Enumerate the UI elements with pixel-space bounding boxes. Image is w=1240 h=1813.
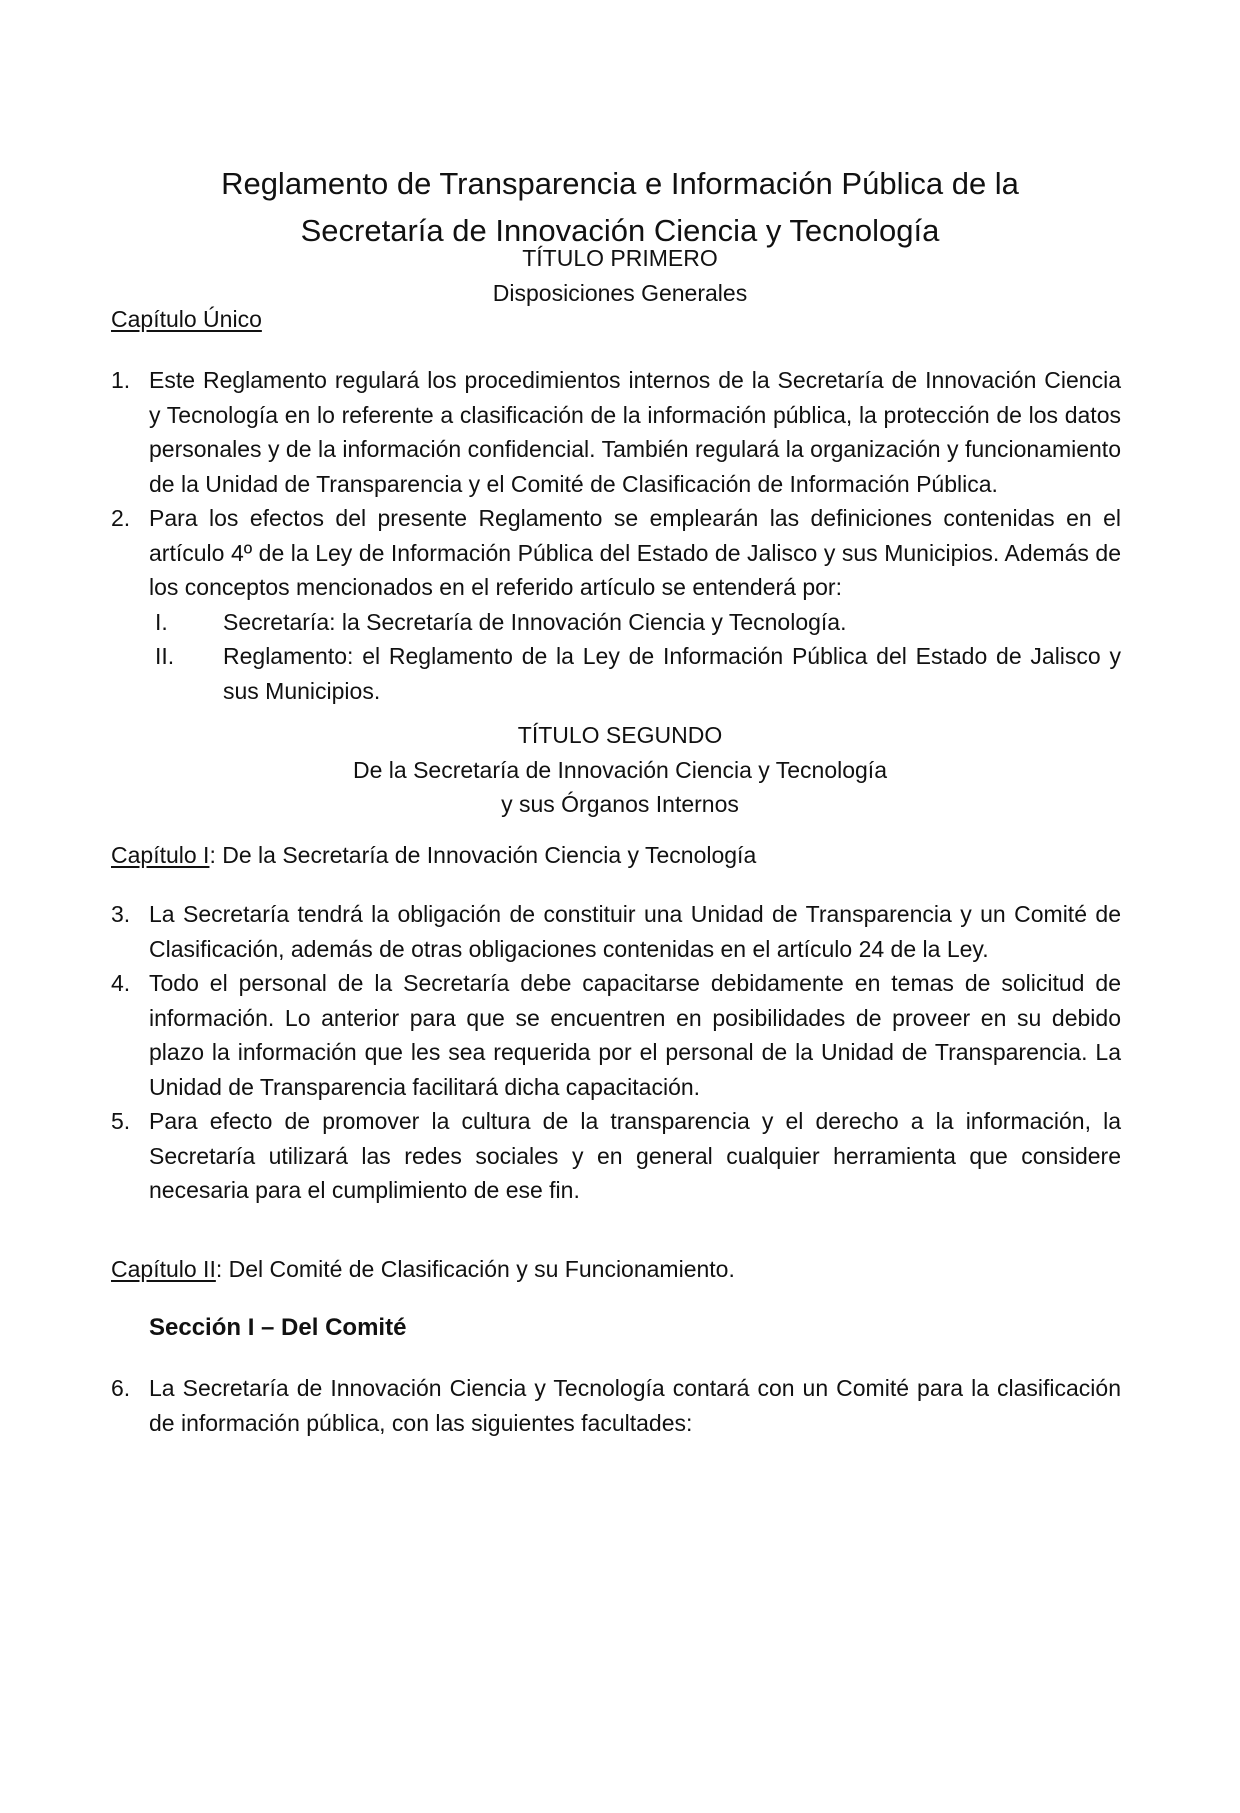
article-list-a	[111, 363, 1121, 708]
capitulo-i-title: : De la Secretaría de Innovación Ciencia y Tecnología	[209, 842, 757, 868]
article-number: 2.	[111, 505, 131, 531]
article-text: Para los efectos del presente Reglamento se emplearán las definiciones contenidas en el artículo 4º de la Ley de Información Pública del Estado de Jalisco y sus Municipios. Además de los conceptos mencionados en el referido artículo se entenderá por:	[149, 505, 1121, 600]
definition-number: II.	[155, 643, 175, 669]
article-number: 3.	[111, 901, 131, 927]
article-text: La Secretaría tendrá la obligación de constituir una Unidad de Transparencia y un Comité de Clasificación, además de otras obligaciones contenidas en el artículo 24 de la Ley.	[149, 901, 1121, 962]
article-text: Este Reglamento regulará los procedimientos internos de la Secretaría de Innovación Ciencia y Tecnología en lo referente a clasificación de la información pública, la protección de los datos personales y de la información confidencial. También regulará la organización y funcionamiento de la Unidad de Transparencia y el Comité de Clasificación de Información Pública.	[149, 367, 1121, 497]
capitulo-ii-title: : Del Comité de Clasificación y su Funcionamiento.	[215, 1256, 735, 1282]
titulo-primero-subheading: Disposiciones Generales	[492, 279, 748, 306]
capitulo-ii-label: Capítulo II	[111, 1256, 216, 1282]
titulo-segundo-heading: TÍTULO SEGUNDO	[517, 722, 723, 748]
article-5	[111, 1104, 1121, 1208]
capitulo-i-heading	[111, 838, 756, 873]
definition-text: Reglamento: el Reglamento de la Ley de Información Pública del Estado de Jalisco y sus Municipios.	[223, 643, 1121, 704]
article-text: La Secretaría de Innovación Ciencia y Tecnología contará con un Comité para la clasificación de información pública, con las siguientes facultades:	[149, 1375, 1121, 1436]
title-line-1: Reglamento de Transparencia e Información Pública de la	[221, 166, 1019, 201]
definition-text: Secretaría: la Secretaría de Innovación Ciencia y Tecnología.	[223, 608, 847, 635]
titulo-segundo-subheading-1: De la Secretaría de Innovación Ciencia y Tecnología	[352, 756, 887, 783]
definition-i	[111, 605, 1121, 640]
article-3	[111, 897, 1121, 966]
titulo-primero-block	[140, 241, 1100, 310]
article-2	[111, 501, 1121, 605]
article-list-c	[111, 1371, 1121, 1440]
titulo-segundo-block	[140, 718, 1100, 822]
definition-number: I.	[155, 608, 168, 635]
article-number: 5.	[111, 1108, 131, 1134]
capitulo-unico-heading: Capítulo Único	[111, 306, 262, 332]
titulo-segundo-subheading-2: y sus Órganos Internos	[501, 791, 739, 817]
article-1	[111, 363, 1121, 501]
capitulo-i-label: Capítulo I	[111, 842, 210, 868]
article-number: 1.	[111, 367, 131, 393]
article-6	[111, 1371, 1121, 1440]
article-text: Para efecto de promover la cultura de la transparencia y el derecho a la información, la Secretaría utilizará las redes sociales y en general cualquier herramienta que considere necesaria para el cumplimiento de ese fin.	[149, 1108, 1121, 1203]
definition-ii	[111, 639, 1121, 708]
article-number: 4.	[111, 970, 131, 996]
titulo-primero-heading: TÍTULO PRIMERO	[522, 245, 718, 271]
article-4	[111, 966, 1121, 1104]
capitulo-ii-heading	[111, 1252, 735, 1287]
article-list-b	[111, 897, 1121, 1208]
seccion-i-heading: Sección I – Del Comité	[149, 1314, 407, 1341]
document-title	[140, 160, 1100, 254]
article-number: 6.	[111, 1375, 131, 1401]
article-text: Todo el personal de la Secretaría debe capacitarse debidamente en temas de solicitud de información. Lo anterior para que se encuentren en posibilidades de proveer en su debido plazo la información que les sea requerida por el personal de la Unidad de Transparencia. La Unidad de Transparencia facilitará dicha capacitación.	[149, 970, 1121, 1100]
title-line-2: Secretaría de Innovación Ciencia y Tecnología	[300, 213, 940, 248]
